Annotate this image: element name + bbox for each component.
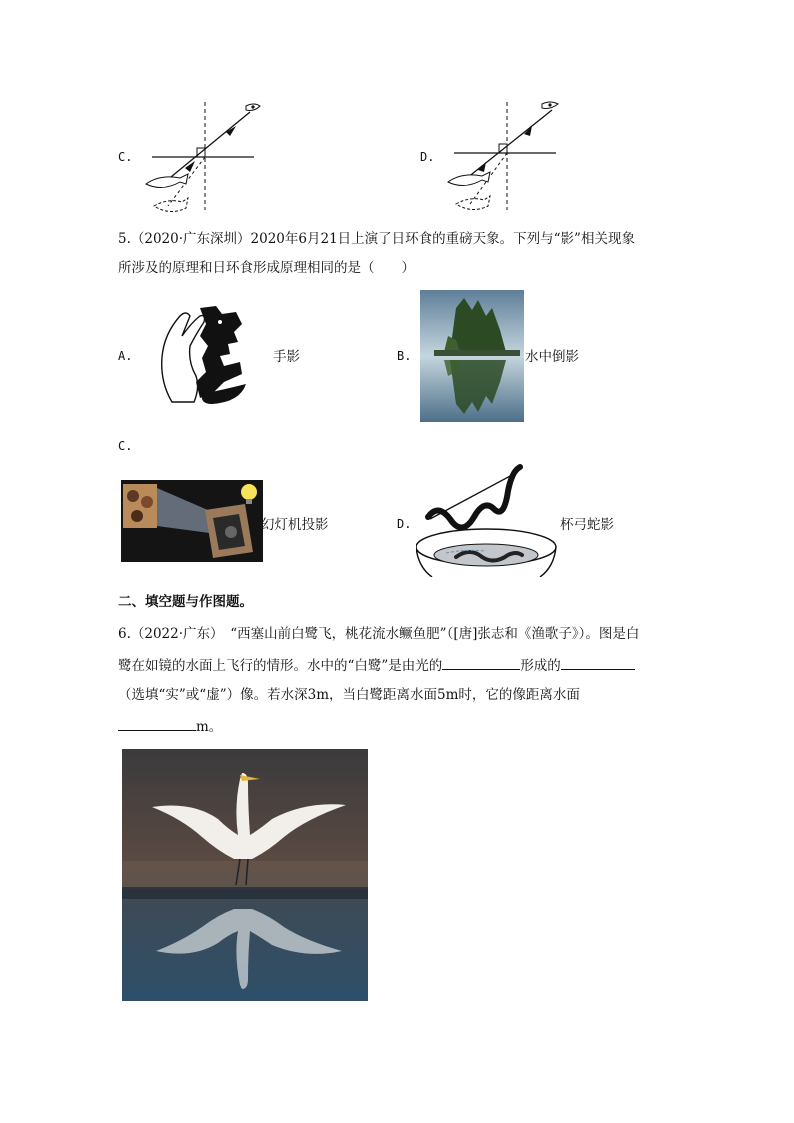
q5-option-a-text: 手影 xyxy=(273,349,300,365)
q5-option-d-label[interactable]: D. xyxy=(397,517,412,531)
ray-arrow xyxy=(185,161,195,172)
q5-option-b-text: 水中倒影 xyxy=(525,349,579,365)
egret-photo xyxy=(122,749,368,1001)
q5-option-d-text: 杯弓蛇影 xyxy=(560,517,614,533)
fish-icon xyxy=(146,174,188,188)
q6-line2-text-a: 鹭在如镜的水面上飞行的情形。水中的“白鹭”是由光的 xyxy=(118,658,443,674)
q5-option-a-label[interactable]: A. xyxy=(118,349,133,363)
ray-arrow xyxy=(478,162,486,172)
light-bulb-icon xyxy=(241,484,257,500)
q6-line3: （选填“实”或“虚”）像。若水深3m，当白鹭距离水面5m时，它的像距离水面 xyxy=(118,687,580,703)
q5-option-c-text: 幻灯机投影 xyxy=(261,517,329,533)
projector-photo xyxy=(121,480,263,562)
q5-option-c-label[interactable]: C. xyxy=(118,439,133,453)
section-heading: 二、填空题与作图题。 xyxy=(118,594,253,610)
q4-option-c-label[interactable]: C. xyxy=(118,150,133,164)
hand-shadow-image xyxy=(150,302,255,407)
fish-image-icon xyxy=(154,198,188,212)
q6-line4 xyxy=(118,716,222,737)
projected-picture xyxy=(123,484,157,528)
q4-option-c-diagram xyxy=(140,98,265,216)
cup-bow-snake-image xyxy=(416,463,558,577)
q6-blank-2[interactable] xyxy=(561,655,635,670)
water-reflection-photo xyxy=(420,290,524,422)
snake-shape xyxy=(428,467,520,528)
light-ray xyxy=(462,110,552,182)
q4-option-d-label[interactable]: D. xyxy=(420,150,435,164)
fish-icon xyxy=(448,172,490,186)
q6-blank-3[interactable] xyxy=(118,716,196,731)
fish-image-icon xyxy=(456,196,490,210)
q5-stem-line1: 5.（2020·广东深圳）2020年6月21日上演了日环食的重磅天象。下列与“影”相关现象 xyxy=(118,231,635,247)
q6-blank-1[interactable] xyxy=(442,655,520,670)
q6-line2 xyxy=(118,655,635,676)
q4-option-d-diagram xyxy=(442,98,567,216)
q6-line2-text-b: 形成的 xyxy=(520,658,561,674)
q5-stem-line2: 所涉及的原理和日环食形成原理相同的是（ ） xyxy=(118,260,415,276)
q6-line1: 6.（2022·广东） “西塞山前白鹭飞，桃花流水鳜鱼肥”（[唐]张志和《渔歌子》）。图是白 xyxy=(118,626,640,642)
q5-option-b-label[interactable]: B. xyxy=(397,349,412,363)
q6-line4-end: m。 xyxy=(196,719,223,735)
